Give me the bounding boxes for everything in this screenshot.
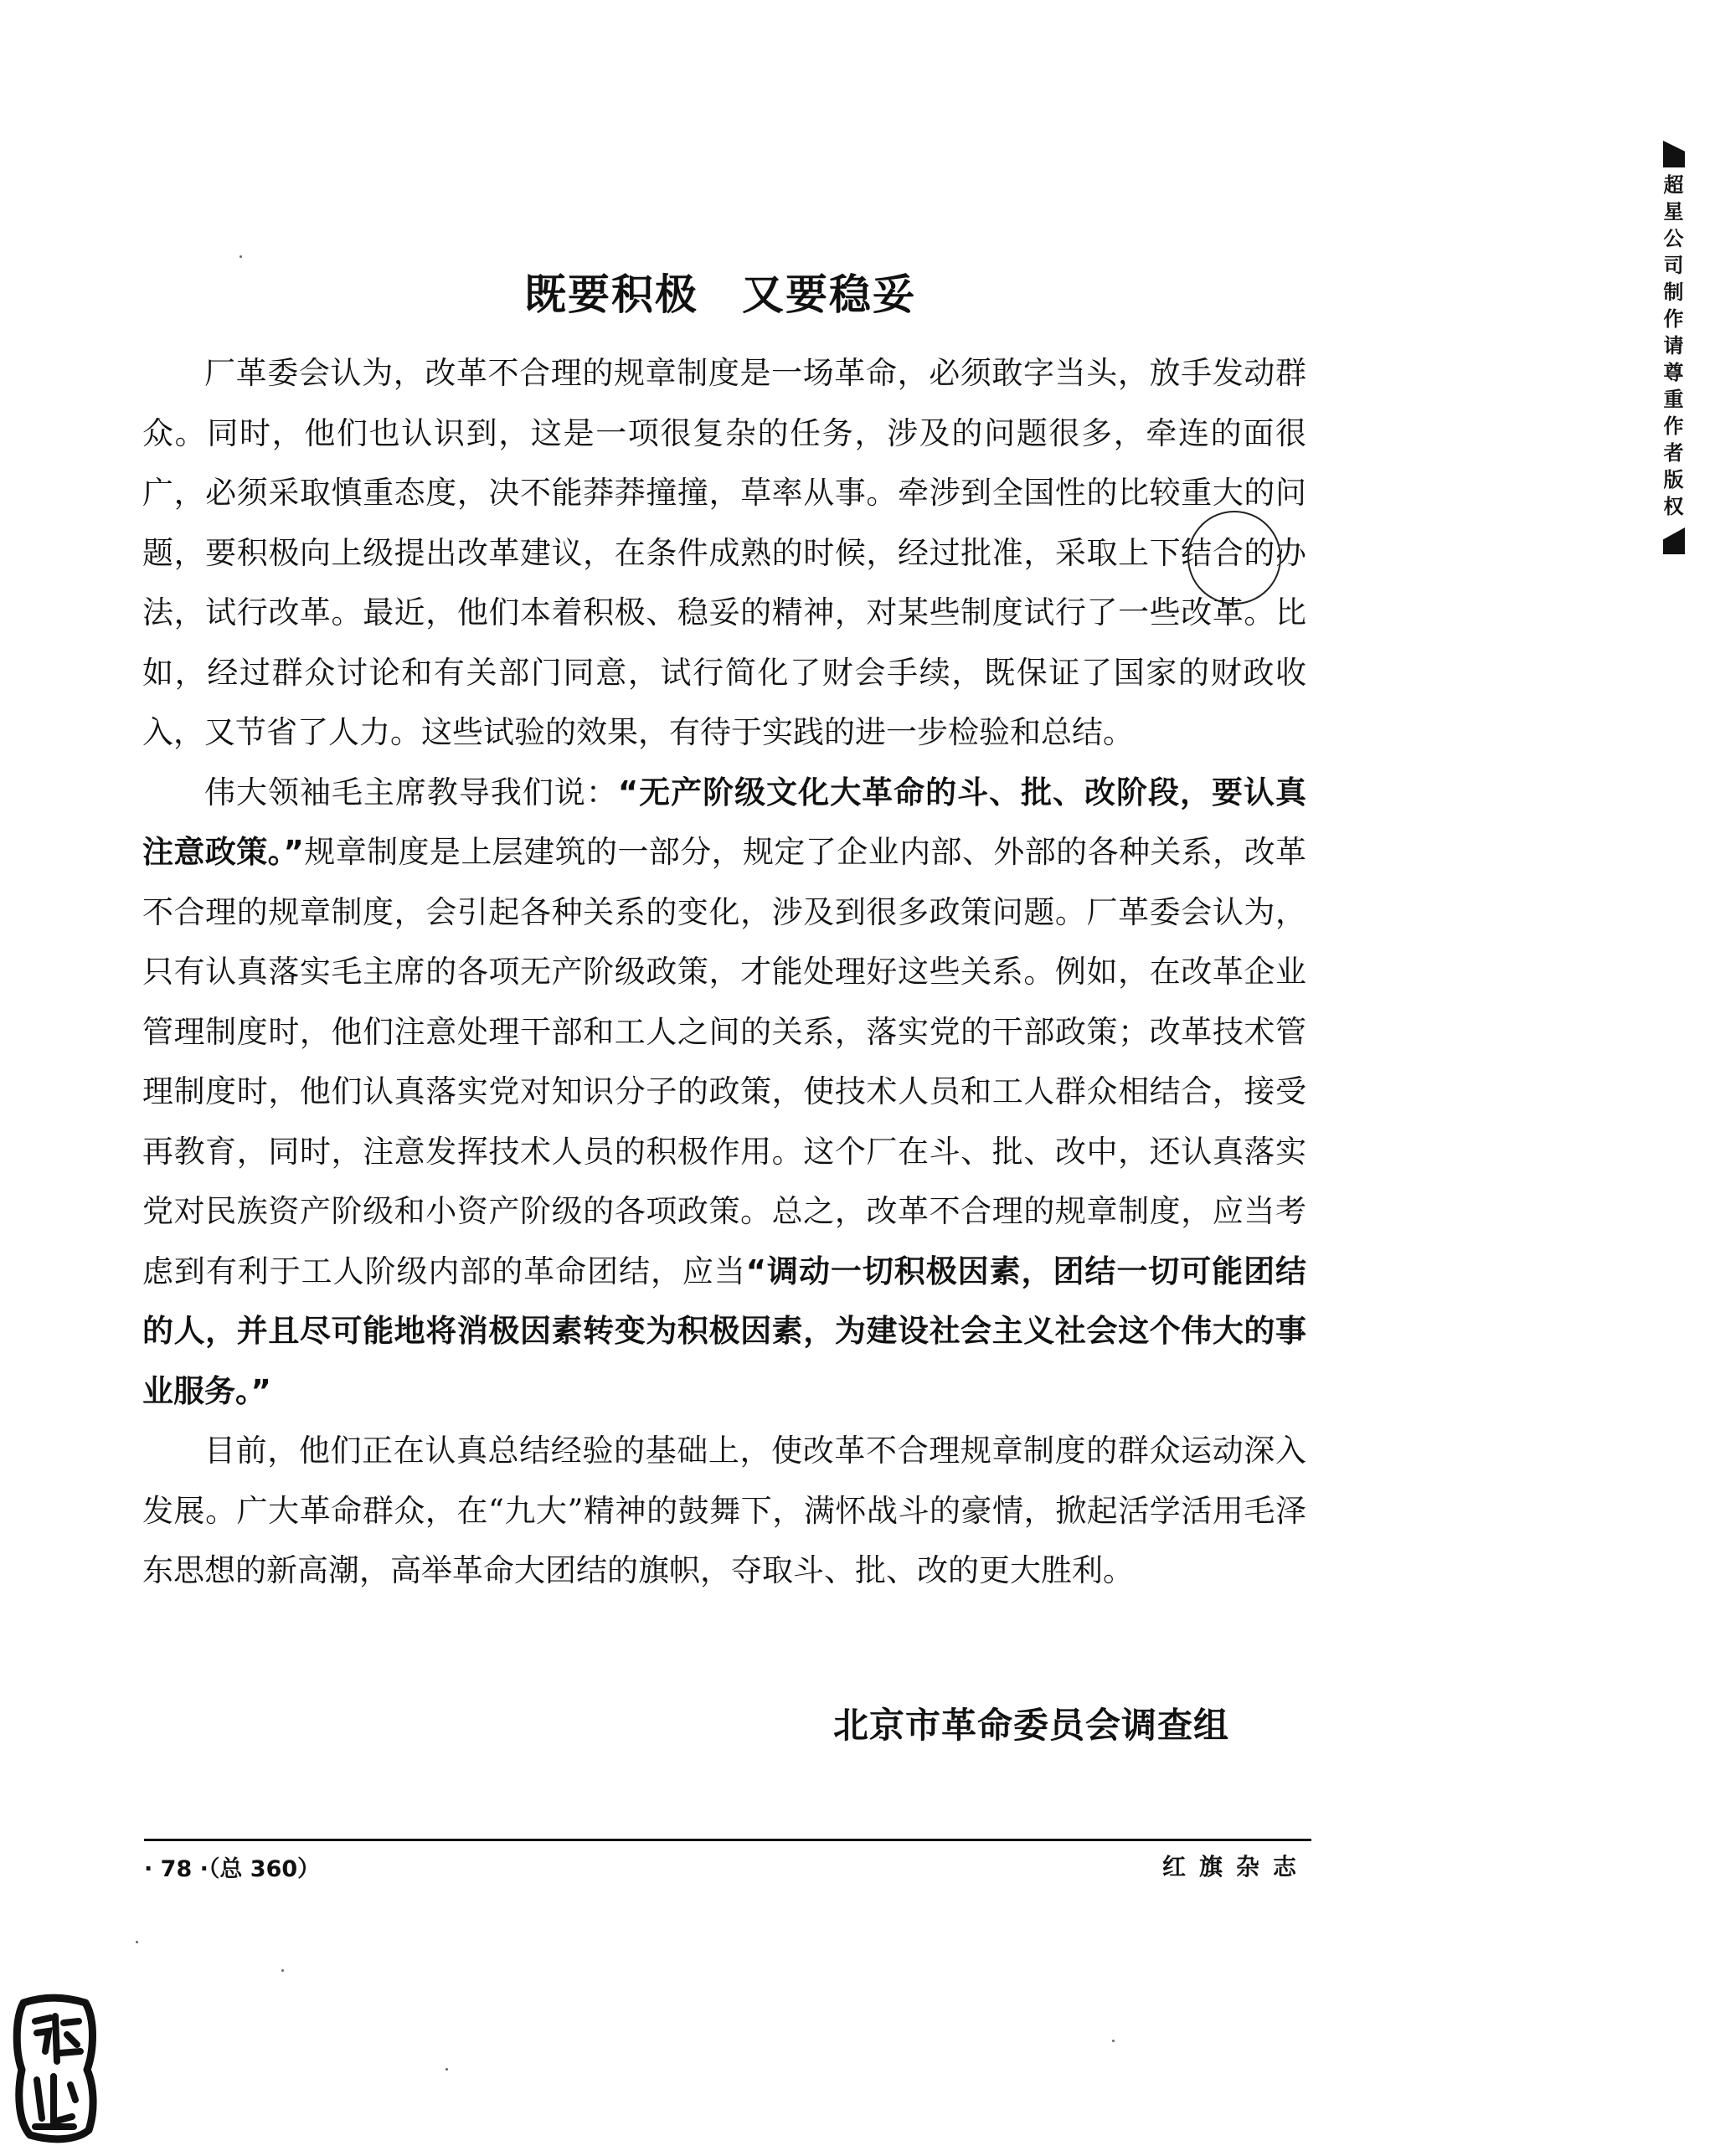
article-title: 既要积极 又要稳妥 bbox=[524, 270, 916, 319]
paragraph-2 bbox=[142, 763, 1306, 1422]
strip-bottom-marker bbox=[1663, 527, 1685, 554]
seal-stamp-icon bbox=[12, 1993, 99, 2143]
scan-speck bbox=[445, 2068, 448, 2071]
footer-rule bbox=[144, 1839, 1311, 1841]
article-signature: 北京市革命委员会调查组 bbox=[832, 1705, 1229, 1746]
scan-speck bbox=[136, 1941, 138, 1943]
mao-quote-2: “调动一切积极因素，团结一切可能团结的人，并且尽可能地将消极因素转变为积极因素，为建设社会主义社会这个伟大的事业服务。” bbox=[142, 1253, 1306, 1409]
paragraph-2-intro: 伟大领袖毛主席教导我们说： bbox=[204, 774, 618, 810]
mao-quote-1: “无产阶级文化大革命的斗、批、改阶段，要认真注意政策。” bbox=[142, 774, 1306, 870]
paragraph-3: 目前，他们正在认真总结经验的基础上，使改革不合理规章制度的群众运动深入发展。广大革命群众，在“九大”精神的鼓舞下，满怀战斗的豪情，掀起活学活用毛泽东思想的新高潮，高举革命大团结的旗帜，夺取斗、批、改的更大胜利。 bbox=[142, 1433, 1306, 1588]
handwritten-circle-mark bbox=[1187, 511, 1281, 605]
footer-page-number: · 78 ·（总 360） bbox=[144, 1856, 321, 1882]
footer-journal-name: 红旗杂志 bbox=[1161, 1853, 1310, 1881]
strip-top-marker bbox=[1663, 141, 1685, 167]
watermark-text: 超星公司制作请尊重作者版权 bbox=[1660, 174, 1683, 522]
watermark-strip bbox=[1655, 141, 1693, 554]
scan-speck bbox=[281, 1969, 284, 1972]
scan-speck bbox=[1112, 2040, 1115, 2042]
paragraph-1: 厂革委会认为，改革不合理的规章制度是一场革命，必须敢字当头，放手发动群众。同时，他们也认识到，这是一项很复杂的任务，涉及的问题很多，牵连的面很广，必须采取慎重态度，决不能莽莽撞撞，草率从事。牵涉到全国性的比较重大的问题，要积极向上级提出改革建议，在条件成熟的时候，经过批准，采取上下结合的办法，试行改革。最近，他们本着积极、稳妥的精神，对某些制度试行了一些改革。比如，经过群众讨论和有关部门同意，试行简化了财会手续，既保证了国家的财政收入，又节省了人力。这些试验的效果，有待于实践的进一步检验和总结。 bbox=[142, 355, 1306, 750]
scan-speck bbox=[239, 255, 242, 258]
paragraph-2-body: 规章制度是上层建筑的一部分，规定了企业内部、外部的各种关系，改革不合理的规章制度，会引起各种关系的变化，涉及到很多政策问题。厂革委会认为，只有认真落实毛主席的各项无产阶级政策，才能处理好这些关系。例如，在改革企业管理制度时，他们注意处理干部和工人之间的关系，落实党的干部政策；改革技术管理制度时，他们认真落实党对知识分子的政策，使技术人员和工人群众相结合，接受再教育，同时，注意发挥技术人员的积极作用。这个厂在斗、批、改中，还认真落实党对民族资产阶级和小资产阶级的各项政策。总之，改革不合理的规章制度，应当考虑到有利于工人阶级内部的革命团结，应当 bbox=[142, 834, 1306, 1289]
article-body bbox=[142, 343, 1306, 1601]
